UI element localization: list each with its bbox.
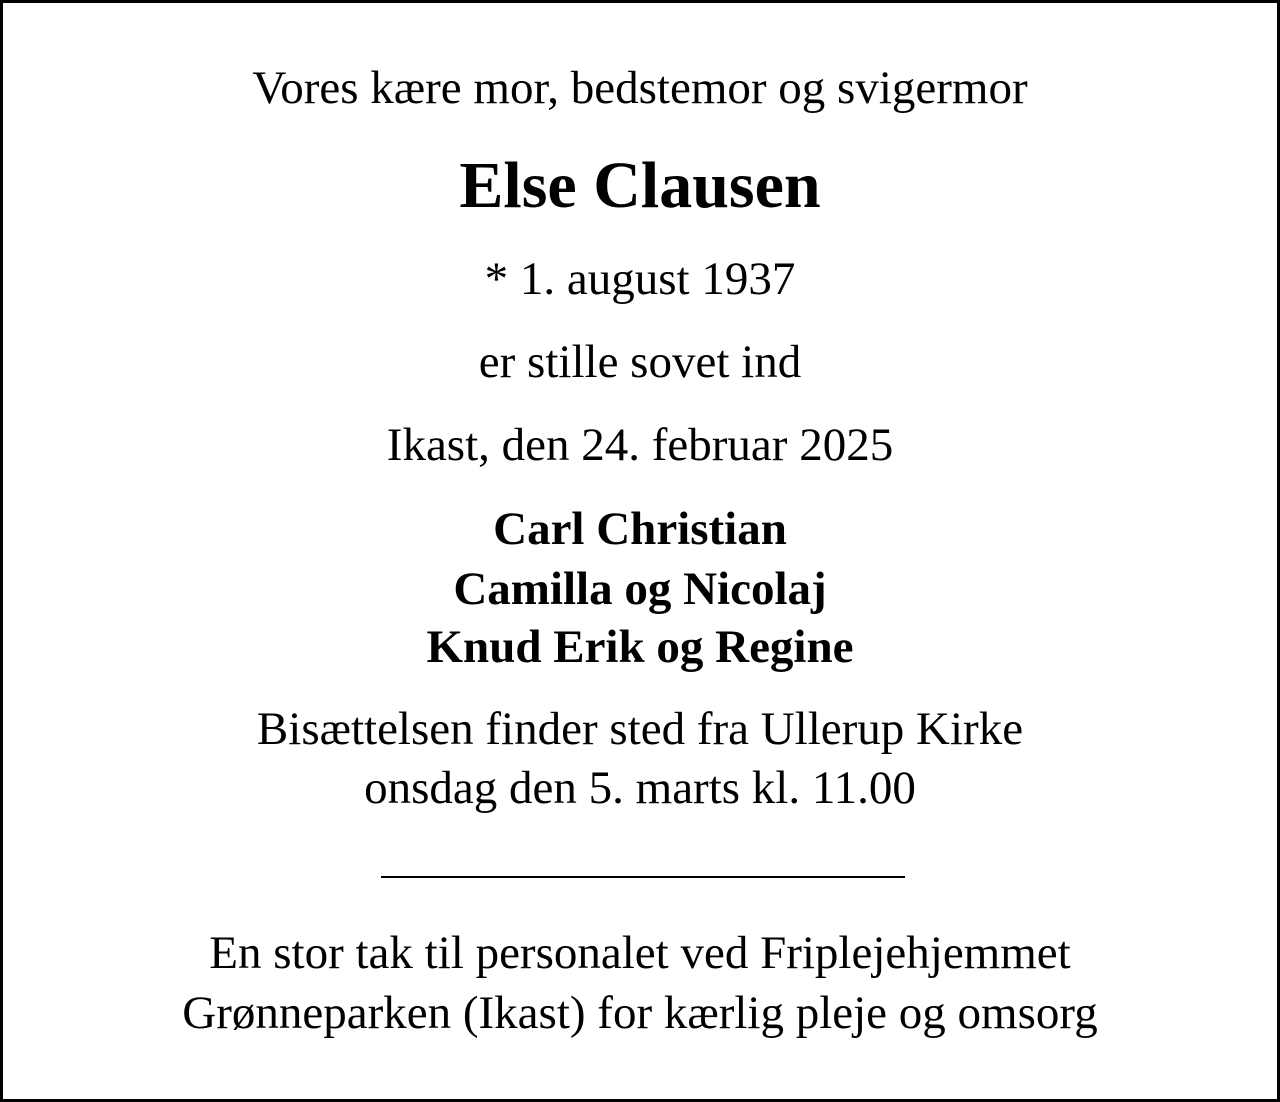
family-member: Knud Erik og Regine <box>426 621 854 673</box>
place-and-date: Ikast, den 24. februar 2025 <box>386 419 894 471</box>
birth-date: * 1. august 1937 <box>484 253 796 305</box>
funeral-info-line: Bisættelsen finder sted fra Ullerup Kirke <box>256 703 1024 755</box>
funeral-info-line: onsdag den 5. marts kl. 11.00 <box>364 762 916 814</box>
thanks-line: Grønneparken (Ikast) for kærlig pleje og omsorg <box>182 987 1098 1039</box>
deceased-name: Else Clausen <box>459 149 821 222</box>
family-member: Camilla og Nicolaj <box>453 563 827 615</box>
passed-text: er stille sovet ind <box>478 336 802 388</box>
intro-text: Vores kære mor, bedstemor og svigermor <box>252 62 1028 114</box>
divider-line <box>381 876 905 878</box>
family-member: Carl Christian <box>493 503 787 555</box>
thanks-line: En stor tak til personalet ved Friplejehjemmet <box>209 927 1071 979</box>
